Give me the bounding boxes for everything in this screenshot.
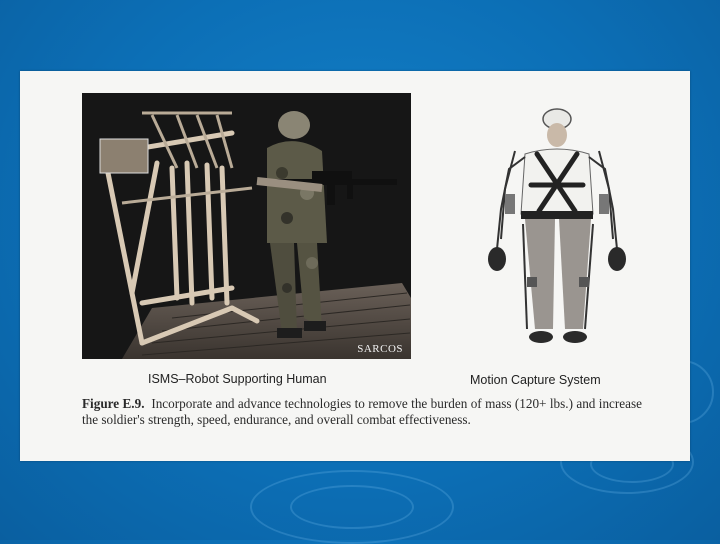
- figure-caption: [82, 396, 642, 428]
- scanned-document-page: [20, 71, 690, 461]
- motion-capture-illustration: [475, 99, 635, 361]
- right-image-caption: Motion Capture System: [470, 373, 601, 387]
- sarcos-watermark: SARCOS: [357, 343, 403, 355]
- figure-label: Figure E.9.: [82, 396, 145, 411]
- background-swirl: [290, 485, 414, 529]
- figure-description: Incorporate and advance technologies to remove the burden of mass (120+ lbs.) and increase the soldier's strength, speed, endurance, and overall combat effectiveness.: [82, 396, 642, 427]
- motion-capture-photo: [475, 99, 635, 361]
- left-image-caption: ISMS–Robot Supporting Human: [148, 372, 327, 386]
- isms-robot-photo: [82, 93, 411, 359]
- isms-robot-illustration: [82, 93, 411, 359]
